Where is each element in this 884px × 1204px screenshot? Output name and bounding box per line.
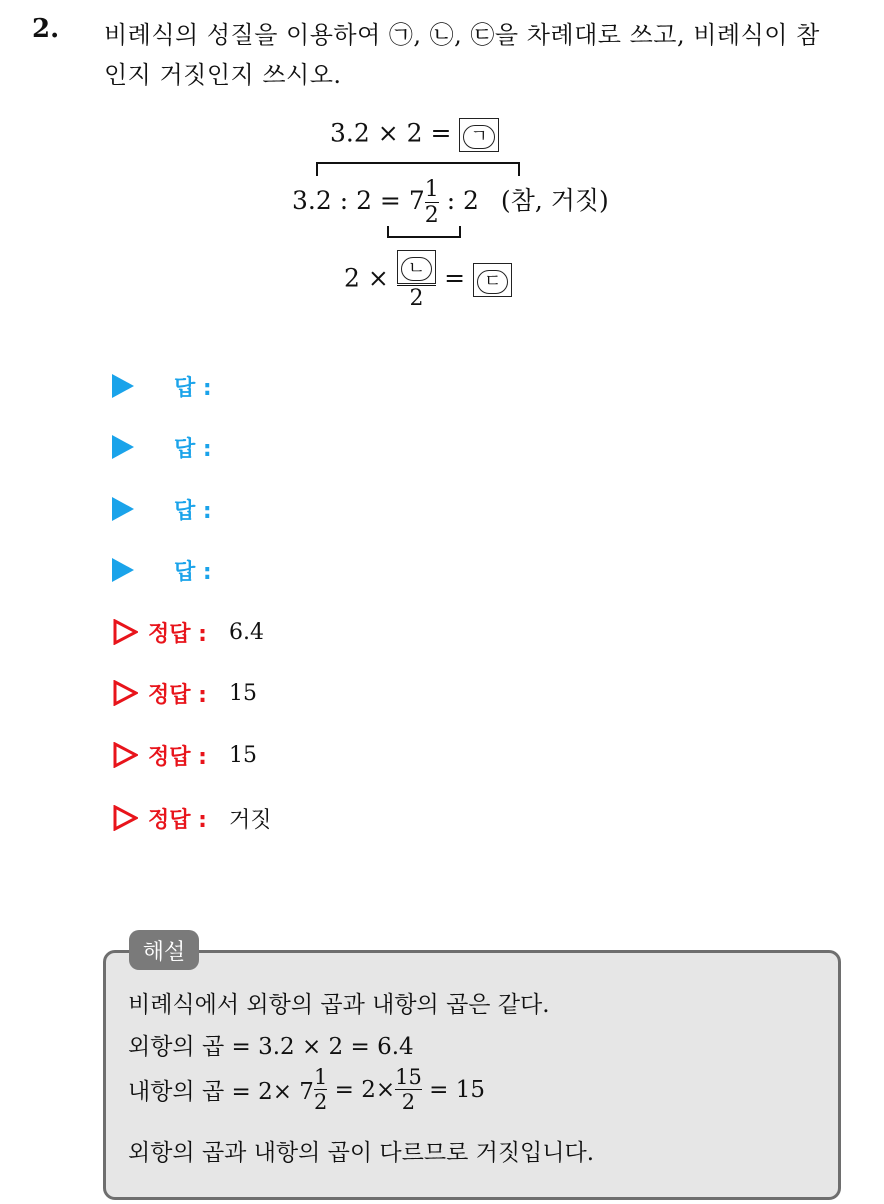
fraction-numerator: 15 bbox=[395, 1065, 422, 1089]
explanation-line2: 외항의 곱 = 3.2 × 2 = 6.4 bbox=[128, 1034, 414, 1060]
correct-row-4 bbox=[112, 798, 271, 838]
diagram-proportion-row bbox=[292, 178, 609, 227]
play-icon bbox=[112, 558, 134, 582]
proportion-right: : 2 bbox=[446, 186, 479, 216]
correct-value: 15 bbox=[228, 680, 257, 706]
circled-nieun: ㄴ bbox=[401, 257, 432, 281]
play-icon bbox=[112, 435, 134, 459]
inner-terms-bracket bbox=[387, 226, 461, 238]
bottom-fraction bbox=[397, 250, 436, 310]
triangle-outline-icon bbox=[112, 680, 138, 706]
answer-box-c bbox=[473, 263, 512, 297]
play-icon bbox=[112, 497, 134, 521]
explanation-line1: 비례식에서 외항의 곱과 내항의 곱은 같다. bbox=[128, 992, 550, 1018]
answer-label: 답 : bbox=[174, 498, 212, 524]
proportion-fraction bbox=[425, 178, 439, 227]
correct-label: 정답 : bbox=[148, 621, 207, 647]
correct-value: 15 bbox=[228, 742, 257, 768]
play-icon bbox=[112, 374, 134, 398]
correct-row-2 bbox=[112, 673, 257, 713]
circled-giyeok: ㄱ bbox=[463, 125, 494, 149]
answer-row-1[interactable] bbox=[112, 366, 212, 406]
correct-label: 정답 : bbox=[148, 807, 207, 833]
explanation-line3-part-c: = 15 bbox=[421, 1076, 486, 1103]
bottom-equals: = bbox=[444, 263, 466, 293]
fraction-numerator: 1 bbox=[313, 1065, 328, 1089]
explanation-line3-part-a: 내항의 곱 = 2× 7 bbox=[128, 1079, 314, 1106]
diagram-bottom-row bbox=[344, 250, 512, 310]
proportion-left: 3.2 : 2 = 7 bbox=[292, 186, 425, 216]
answer-row-4[interactable] bbox=[112, 550, 212, 590]
answer-box-b bbox=[397, 250, 436, 284]
triangle-outline-icon bbox=[112, 619, 138, 645]
correct-label: 정답 : bbox=[148, 682, 207, 708]
diagram-top-row bbox=[330, 118, 499, 152]
circled-digeut: ㄷ bbox=[477, 270, 508, 294]
explanation-line3-part-b: = 2× bbox=[327, 1076, 396, 1103]
correct-value: 6.4 bbox=[228, 619, 264, 645]
diagram-bottom-lhs: 2 × bbox=[344, 263, 389, 293]
triangle-outline-icon bbox=[112, 805, 138, 831]
answer-row-2[interactable] bbox=[112, 427, 212, 467]
bottom-fraction-denominator: 2 bbox=[409, 286, 424, 311]
answer-box-a bbox=[459, 118, 498, 152]
explanation-line3 bbox=[128, 1066, 485, 1113]
explanation-fraction-2 bbox=[395, 1066, 422, 1113]
fraction-denominator: 2 bbox=[424, 203, 439, 229]
question-text-line2: 인지 거짓인지 쓰시오. bbox=[104, 61, 342, 89]
fraction-numerator: 1 bbox=[424, 177, 439, 202]
answer-label: 답 : bbox=[174, 436, 212, 462]
fraction-denominator: 2 bbox=[313, 1090, 328, 1115]
correct-label: 정답 : bbox=[148, 744, 207, 770]
outer-terms-bracket bbox=[316, 162, 520, 176]
true-false-choice: (참, 거짓) bbox=[500, 186, 609, 216]
correct-row-1 bbox=[112, 612, 264, 652]
question-text-line1: 비례식의 성질을 이용하여 ㉠, ㉡, ㉢을 차례대로 쓰고, 비례식이 참 bbox=[104, 21, 820, 49]
explanation-line4: 외항의 곱과 내항의 곱이 다르므로 거짓입니다. bbox=[128, 1140, 595, 1166]
correct-value: 거짓 bbox=[228, 807, 272, 833]
triangle-outline-icon bbox=[112, 742, 138, 768]
explanation-fraction-1 bbox=[314, 1066, 327, 1113]
explanation-tag: 해설 bbox=[129, 930, 199, 970]
answer-label: 답 : bbox=[174, 559, 212, 585]
question-number: 2. bbox=[32, 14, 60, 44]
fraction-denominator: 2 bbox=[401, 1090, 416, 1115]
correct-row-3 bbox=[112, 735, 257, 775]
answer-row-3[interactable] bbox=[112, 489, 212, 529]
answer-label: 답 : bbox=[174, 375, 212, 401]
diagram-top-lhs: 3.2 × 2 = bbox=[330, 118, 452, 148]
